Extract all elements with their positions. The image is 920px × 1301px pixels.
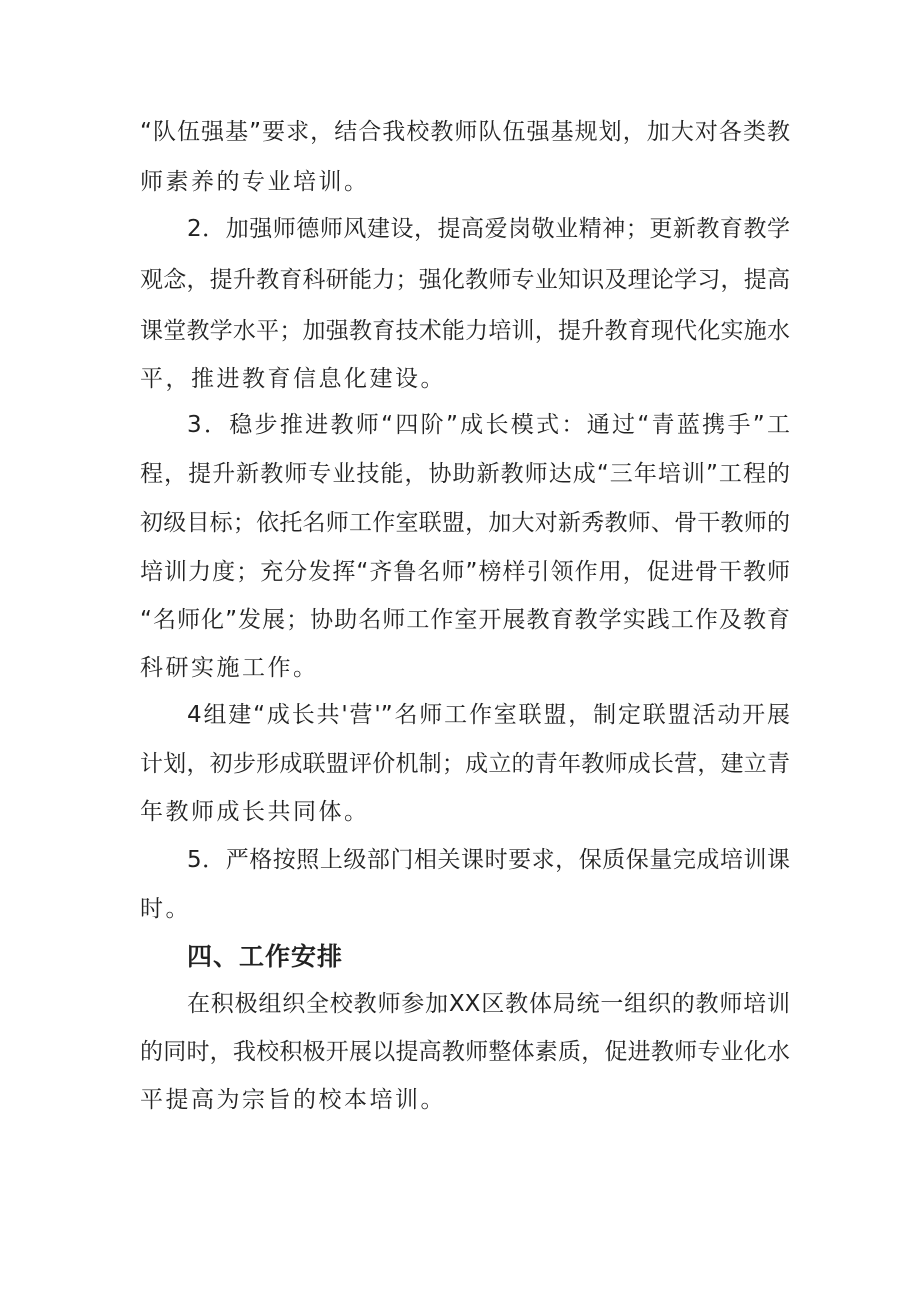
text-line: 程，提升新教师专业技能，协助新教师达成“三年培训”工程的 (140, 461, 790, 487)
text-line: “队伍强基”要求，结合我校教师队伍强基规划，加大对各类教 (140, 119, 790, 145)
text-line: 时。 (140, 896, 191, 922)
text-line: 平，推进教育信息化建设。 (140, 366, 446, 392)
text-line: 计划，初步形成联盟评价机制；成立的青年教师成长营，建立青 (140, 751, 790, 777)
text-line: 年教师成长共同体。 (140, 799, 370, 825)
section-heading: 四、工作安排 (187, 942, 344, 971)
text-line: 2．加强师德师风建设，提高爱岗敬业精神；更新教育教学 (187, 216, 790, 242)
text-line: 初级目标；依托名师工作室联盟，加大对新秀教师、骨干教师的 (140, 510, 790, 536)
text-line: 4组建“成长共'营'”名师工作室联盟，制定联盟活动开展 (187, 702, 790, 728)
text-line: 科研实施工作。 (140, 655, 319, 681)
text-line: 师素养的专业培训。 (140, 169, 370, 195)
text-line: 课堂教学水平；加强教育技术能力培训，提升教育现代化实施水 (140, 318, 790, 344)
text-line: 3．稳步推进教师“四阶”成长模式：通过“青蓝携手”工 (187, 412, 790, 438)
text-line: 培训力度；充分发挥“齐鲁名师”榜样引领作用，促进骨干教师 (140, 559, 790, 585)
text-line: 平提高为宗旨的校本培训。 (140, 1087, 446, 1113)
text-line: 观念，提升教育科研能力；强化教师专业知识及理论学习，提高 (140, 267, 790, 293)
text-line: 在积极组织全校教师参加XX区教体局统一组织的教师培训 (187, 991, 790, 1017)
text-line: “名师化”发展；协助名师工作室开展教育教学实践工作及教育 (140, 607, 790, 633)
text-line: 5．严格按照上级部门相关课时要求，保质保量完成培训课 (187, 847, 790, 873)
text-line: 的同时，我校积极开展以提高教师整体素质，促进教师专业化水 (140, 1039, 790, 1065)
